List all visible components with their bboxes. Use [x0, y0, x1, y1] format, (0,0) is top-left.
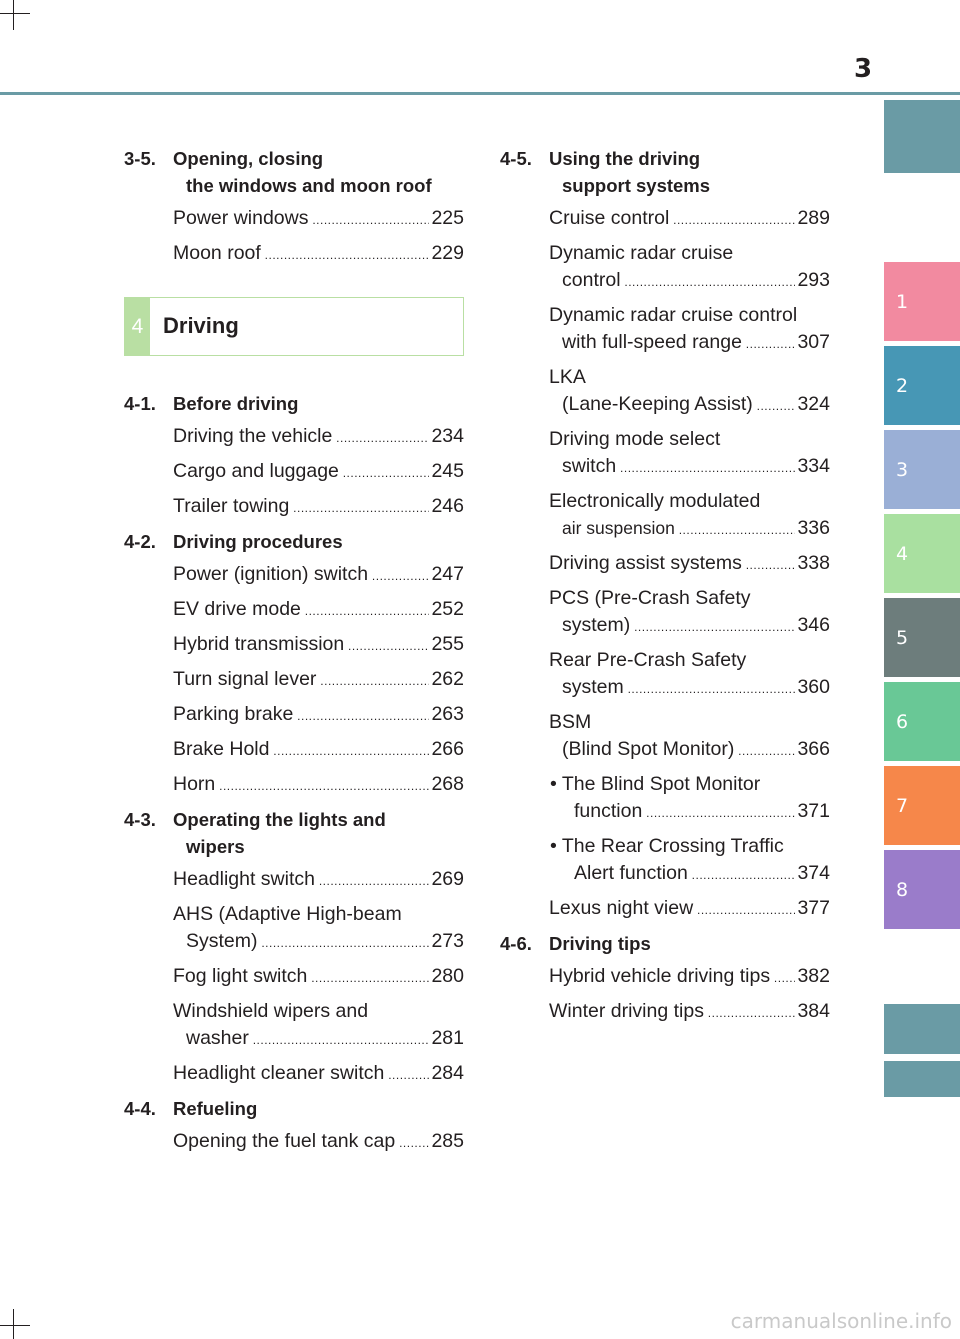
toc-entry[interactable]: Rear Pre-Crash Safety system ..... 360	[549, 647, 830, 703]
toc-entry[interactable]: Driving the vehicle ..... 234	[173, 423, 464, 452]
section-4-6	[500, 930, 830, 1027]
page-ref: 382	[797, 965, 830, 987]
page-ref: 255	[431, 633, 464, 655]
page-ref: 268	[431, 773, 464, 795]
toc-entry[interactable]: Hybrid transmission ..... 255	[173, 631, 464, 660]
toc-entry[interactable]: Parking brake ..... 263	[173, 701, 464, 730]
page-number: 3	[853, 54, 873, 84]
page-ref: 374	[797, 862, 830, 884]
crop-mark-bottom-left-h	[0, 1325, 30, 1326]
page-ref: 266	[431, 738, 464, 760]
tab-index-a[interactable]	[884, 1004, 960, 1054]
toc-entry[interactable]: BSM (Blind Spot Monitor) ..... 366	[549, 709, 830, 765]
toc-entry[interactable]: LKA (Lane-Keeping Assist) ..... 324	[549, 364, 830, 420]
section-heading[interactable]: 4-6. Driving tips	[500, 933, 651, 954]
page-ref: 229	[431, 242, 464, 264]
toc-entry[interactable]: Dynamic radar cruise control ..... 293	[549, 240, 830, 296]
section-heading[interactable]: 4-5. Using the driving support systems	[500, 148, 711, 196]
toc-entry[interactable]: Hybrid vehicle driving tips ..... 382	[549, 963, 830, 992]
toc-entry[interactable]: EV drive mode ..... 252	[173, 596, 464, 625]
tab-chapter-7-label: 7	[896, 794, 909, 817]
toc-entry[interactable]: Moon roof ..... 229	[173, 240, 464, 269]
section-heading[interactable]: 4-3. Operating the lights and wipers	[124, 809, 386, 857]
tab-chapter-3[interactable]	[884, 430, 960, 509]
toc-entry[interactable]: Cargo and luggage ..... 245	[173, 458, 464, 487]
section-4-5	[500, 145, 830, 924]
toc-entry[interactable]: • The Blind Spot Monitor function ..... 371	[562, 771, 830, 827]
toc-entry[interactable]: Lexus night view ..... 377	[549, 895, 830, 924]
section-4-1	[124, 390, 464, 522]
watermark: carmanualsonline.info	[730, 1309, 952, 1333]
section-3-5	[124, 145, 464, 269]
toc-entry[interactable]: Driving mode select switch ..... 334	[549, 426, 830, 482]
toc-entry[interactable]: Driving assist systems ..... 338	[549, 550, 830, 579]
page-ref: 280	[431, 965, 464, 987]
crop-mark-top-left-v	[13, 0, 14, 30]
tab-chapter-6[interactable]	[884, 682, 960, 761]
page-ref: 307	[797, 331, 830, 353]
page-ref: 360	[797, 676, 830, 698]
page-ref: 336	[797, 517, 830, 539]
page-ref: 262	[431, 668, 464, 690]
crop-mark-top-left-h	[0, 13, 30, 14]
tab-chapter-6-label: 6	[896, 710, 909, 733]
page-ref: 234	[431, 425, 464, 447]
page-ref: 377	[797, 897, 830, 919]
page-ref: 384	[797, 1000, 830, 1022]
tab-chapter-3-label: 3	[896, 458, 909, 481]
toc-entry[interactable]: PCS (Pre-Crash Safety system) ..... 346	[549, 585, 830, 641]
tab-chapter-4[interactable]	[884, 514, 960, 593]
toc-entry[interactable]: Headlight switch ..... 269	[173, 866, 464, 895]
page-ref: 281	[431, 1027, 464, 1049]
chapter-title: Driving	[163, 313, 239, 338]
page-ref: 246	[431, 495, 464, 517]
chapter-heading-box[interactable]	[124, 297, 464, 356]
toc-entry[interactable]: Brake Hold ..... 266	[173, 736, 464, 765]
page-ref: 338	[797, 552, 830, 574]
tab-chapter-1[interactable]	[884, 262, 960, 341]
tab-index-b[interactable]	[884, 1061, 960, 1097]
tab-chapter-5-label: 5	[896, 626, 909, 649]
section-heading[interactable]: 3-5. Opening, closing the windows and moon roof	[124, 148, 432, 196]
tab-chapter-8[interactable]	[884, 850, 960, 929]
toc-entry[interactable]: Power (ignition) switch ..... 247	[173, 561, 464, 590]
chapter-number: 4	[125, 298, 150, 355]
tab-chapter-7[interactable]	[884, 766, 960, 845]
page-ref: 289	[797, 207, 830, 229]
tab-chapter-2[interactable]	[884, 346, 960, 425]
section-heading[interactable]: 4-2. Driving procedures	[124, 531, 343, 552]
page-ref: 366	[797, 738, 830, 760]
page-ref: 324	[797, 393, 830, 415]
tab-chapter-2-label: 2	[896, 374, 909, 397]
toc-entry[interactable]: Dynamic radar cruise control with full-speed range ..... 307	[549, 302, 830, 358]
tab-chapter-4-label: 4	[896, 542, 909, 565]
section-heading[interactable]: 4-1. Before driving	[124, 393, 299, 414]
section-4-3	[124, 806, 464, 1089]
crop-mark-bottom-left-v	[13, 1309, 14, 1339]
toc-entry[interactable]: Trailer towing ..... 246	[173, 493, 464, 522]
toc-entry[interactable]: Fog light switch ..... 280	[173, 963, 464, 992]
page-ref: 293	[797, 269, 830, 291]
toc-entry[interactable]: AHS (Adaptive High-beam System) ..... 273	[173, 901, 464, 957]
toc-entry[interactable]: Horn ..... 268	[173, 771, 464, 800]
page-ref: 225	[431, 207, 464, 229]
toc-entry[interactable]: Opening the fuel tank cap ..... 285	[173, 1128, 464, 1157]
section-heading[interactable]: 4-4. Refueling	[124, 1098, 258, 1119]
tab-chapter-1-label: 1	[896, 290, 909, 313]
toc-right-column	[500, 145, 830, 1033]
header-rule	[0, 92, 960, 95]
toc-entry[interactable]: Winter driving tips ..... 384	[549, 998, 830, 1027]
page-ref: 273	[431, 930, 464, 952]
section-4-2	[124, 528, 464, 800]
page-ref: 263	[431, 703, 464, 725]
page-ref: 269	[431, 868, 464, 890]
page-ref: 247	[431, 563, 464, 585]
page-ref: 371	[797, 800, 830, 822]
section-4-4	[124, 1095, 464, 1157]
tab-chapter-5[interactable]	[884, 598, 960, 677]
tab-chapter-8-label: 8	[896, 878, 909, 901]
page-ref: 252	[431, 598, 464, 620]
page-ref: 285	[431, 1130, 464, 1152]
toc-entry[interactable]: Headlight cleaner switch ..... 284	[173, 1060, 464, 1089]
toc-entry[interactable]: Turn signal lever ..... 262	[173, 666, 464, 695]
page-ref: 334	[797, 455, 830, 477]
page-ref: 284	[431, 1062, 464, 1084]
tab-top[interactable]	[884, 100, 960, 173]
toc-entry[interactable]: Power windows ..... 225	[173, 205, 464, 234]
toc-entry[interactable]: Electronically modulated air suspension ..... 336	[549, 488, 830, 544]
toc-entry[interactable]: • The Rear Crossing Traffic Alert function ..... 374	[562, 833, 830, 889]
page-ref: 245	[431, 460, 464, 482]
toc-entry[interactable]: Windshield wipers and washer ..... 281	[173, 998, 464, 1054]
page-ref: 346	[797, 614, 830, 636]
toc-entry[interactable]: Cruise control ..... 289	[549, 205, 830, 234]
